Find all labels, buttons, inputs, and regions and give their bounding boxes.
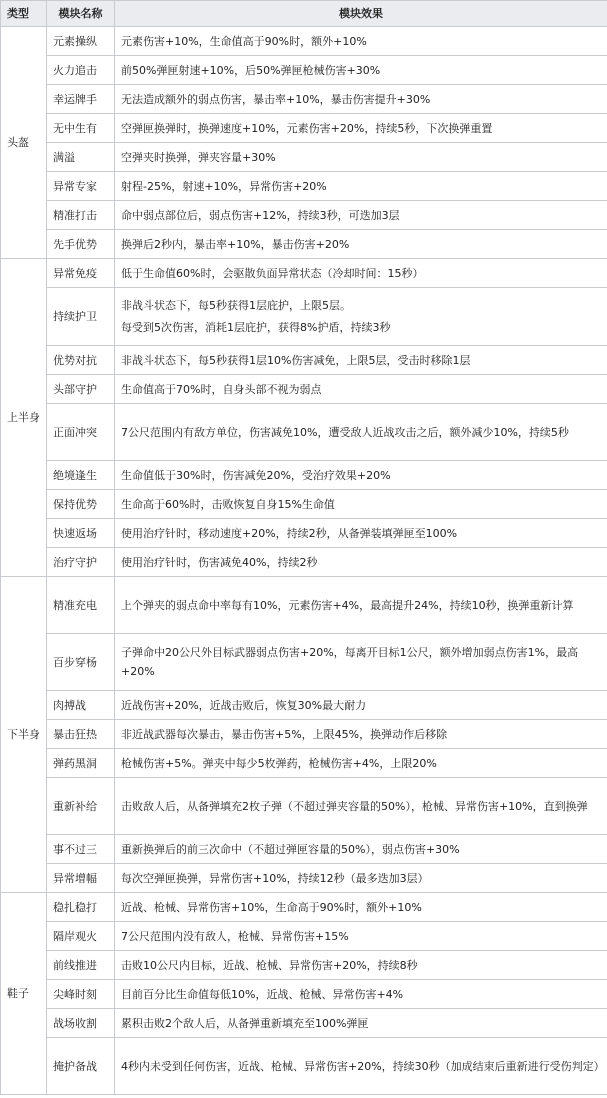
- table-row: [1, 201, 607, 230]
- table-row: [1, 143, 607, 172]
- module-effect: 空弹匣换弹时，换弹速度+10%，元素伤害+20%，持续5秒，下次换弹重置: [115, 114, 607, 143]
- module-name: 满溢: [47, 143, 115, 172]
- module-name: 优势对抗: [47, 346, 115, 375]
- table-row: [1, 980, 607, 1009]
- module-effect: 击败敌人后，从备弹填充2枚子弹（不超过弹夹容量的50%），枪械、异常伤害+10%，直到换弹: [115, 778, 607, 835]
- header-row: [1, 1, 607, 27]
- header-type: 类型: [1, 1, 47, 27]
- module-effect: 无法造成额外的弱点伤害，暴击率+10%，暴击伤害提升+30%: [115, 85, 607, 114]
- table-row: [1, 634, 607, 691]
- table-row: [1, 835, 607, 864]
- module-effect: 元素伤害+10%，生命值高于90%时，额外+10%: [115, 27, 607, 56]
- module-effect: 前50%弹匣射速+10%，后50%弹匣枪械伤害+30%: [115, 56, 607, 85]
- table-row: [1, 114, 607, 143]
- module-effect: 低于生命值60%时，会驱散负面异常状态（冷却时间：15秒）: [115, 259, 607, 288]
- module-name: 绝境逢生: [47, 461, 115, 490]
- module-name: 暴击狂热: [47, 720, 115, 749]
- type-cell-shoes: 鞋子: [1, 893, 47, 1095]
- module-name: 隔岸观火: [47, 922, 115, 951]
- type-cell-helmet: 头盔: [1, 27, 47, 259]
- table-row: [1, 1009, 607, 1038]
- table-row: [1, 548, 607, 577]
- module-effect: 7公尺范围内有敌方单位，伤害减免10%，遭受敌人近战攻击之后，额外减少10%，持续5秒: [115, 404, 607, 461]
- module-effect: 近战、枪械、异常伤害+10%，生命高于90%时，额外+10%: [115, 893, 607, 922]
- module-effect: 非战斗状态下，每5秒获得1层10%伤害减免，上限5层，受击时移除1层: [115, 346, 607, 375]
- module-name: 肉搏战: [47, 691, 115, 720]
- module-name: 精准充电: [47, 577, 115, 634]
- module-effect: 7公尺范围内没有敌人，枪械、异常伤害+15%: [115, 922, 607, 951]
- module-effect: 换弹后2秒内，暴击率+10%，暴击伤害+20%: [115, 230, 607, 259]
- module-name: 火力追击: [47, 56, 115, 85]
- module-effect: 空弹夹时换弹，弹夹容量+30%: [115, 143, 607, 172]
- table-row: [1, 259, 607, 288]
- module-name: 异常免疫: [47, 259, 115, 288]
- table-row: [1, 288, 607, 346]
- module-effect: 击败10公尺内目标，近战、枪械、异常伤害+20%，持续8秒: [115, 951, 607, 980]
- module-name: 元素操纵: [47, 27, 115, 56]
- table-row: [1, 346, 607, 375]
- table-row: [1, 375, 607, 404]
- table-row: [1, 749, 607, 778]
- module-effect: 使用治疗针时，伤害减免40%，持续2秒: [115, 548, 607, 577]
- module-name: 精准打击: [47, 201, 115, 230]
- module-name: 保持优势: [47, 490, 115, 519]
- table-row: [1, 230, 607, 259]
- table-row: [1, 922, 607, 951]
- module-effect: 枪械伤害+5%。弹夹中每少5枚弹药，枪械伤害+4%，上限20%: [115, 749, 607, 778]
- module-effect: 重新换弹后的前三次命中（不超过弹匣容量的50%），弱点伤害+30%: [115, 835, 607, 864]
- type-cell-lower-body: 下半身: [1, 577, 47, 893]
- table-row: [1, 172, 607, 201]
- module-name: 头部守护: [47, 375, 115, 404]
- module-effect: 每次空弹匣换弹，异常伤害+10%，持续12秒（最多迭加3层）: [115, 864, 607, 893]
- table-row: [1, 519, 607, 548]
- table-row: [1, 577, 607, 634]
- module-effect: 非近战武器每次暴击，暴击伤害+5%，上限45%，换弹动作后移除: [115, 720, 607, 749]
- module-name: 重新补给: [47, 778, 115, 835]
- module-name: 正面冲突: [47, 404, 115, 461]
- module-name: 弹药黑洞: [47, 749, 115, 778]
- table-row: [1, 461, 607, 490]
- table-row: [1, 691, 607, 720]
- module-effect: 生命值低于30%时，伤害减免20%，受治疗效果+20%: [115, 461, 607, 490]
- module-effect: 近战伤害+20%，近战击败后，恢复30%最大耐力: [115, 691, 607, 720]
- module-effect: [115, 288, 607, 346]
- module-name: 先手优势: [47, 230, 115, 259]
- module-name: 治疗守护: [47, 548, 115, 577]
- module-effect: 目前百分比生命值每低10%，近战、枪械、异常伤害+4%: [115, 980, 607, 1009]
- table-row: [1, 404, 607, 461]
- module-effect: 生命高于60%时，击败恢复自身15%生命值: [115, 490, 607, 519]
- header-module-name: 模块名称: [47, 1, 115, 27]
- table-row: [1, 85, 607, 114]
- module-effect: 4秒内未受到任何伤害，近战、枪械、异常伤害+20%，持续30秒（加成结束后重新进行受伤判定）: [115, 1038, 607, 1095]
- table-row: [1, 27, 607, 56]
- effect-line: 每受到5次伤害，消耗1层庇护，获得8%护盾，持续3秒: [121, 321, 391, 334]
- module-effect: 命中弱点部位后，弱点伤害+12%，持续3秒，可迭加3层: [115, 201, 607, 230]
- header-module-effect: 模块效果: [115, 1, 607, 27]
- table-row: [1, 1038, 607, 1095]
- table-row: [1, 893, 607, 922]
- module-effect: 子弹命中20公尺外目标武器弱点伤害+20%，每离开目标1公尺，额外增加弱点伤害1%，最高+20%: [115, 634, 607, 691]
- module-name: 尖峰时刻: [47, 980, 115, 1009]
- type-cell-upper-body: 上半身: [1, 259, 47, 577]
- module-name: 幸运牌手: [47, 85, 115, 114]
- table-row: [1, 951, 607, 980]
- module-name: 异常专家: [47, 172, 115, 201]
- table-row: [1, 490, 607, 519]
- module-name: 百步穿杨: [47, 634, 115, 691]
- module-name: 前线推进: [47, 951, 115, 980]
- table-row: [1, 56, 607, 85]
- effect-line: 非战斗状态下，每5秒获得1层庇护，上限5层。: [121, 299, 351, 312]
- module-name: 无中生有: [47, 114, 115, 143]
- table-row: [1, 720, 607, 749]
- table-body: [1, 27, 607, 1095]
- table-row: [1, 864, 607, 893]
- module-effect: 累积击败2个敌人后，从备弹重新填充至100%弹匣: [115, 1009, 607, 1038]
- module-effect: 生命值高于70%时，自身头部不视为弱点: [115, 375, 607, 404]
- table-row: [1, 778, 607, 835]
- module-name: 持续护卫: [47, 288, 115, 346]
- module-name: 事不过三: [47, 835, 115, 864]
- module-name: 稳扎稳打: [47, 893, 115, 922]
- module-name: 战场收割: [47, 1009, 115, 1038]
- module-effect: 使用治疗针时，移动速度+20%，持续2秒，从备弹装填弹匣至100%: [115, 519, 607, 548]
- module-name: 快速返场: [47, 519, 115, 548]
- module-effect: 射程-25%，射速+10%，异常伤害+20%: [115, 172, 607, 201]
- module-name: 异常增幅: [47, 864, 115, 893]
- module-name: 掩护备战: [47, 1038, 115, 1095]
- module-effect: 上个弹夹的弱点命中率每有10%，元素伤害+4%，最高提升24%，持续10秒，换弹重新计算: [115, 577, 607, 634]
